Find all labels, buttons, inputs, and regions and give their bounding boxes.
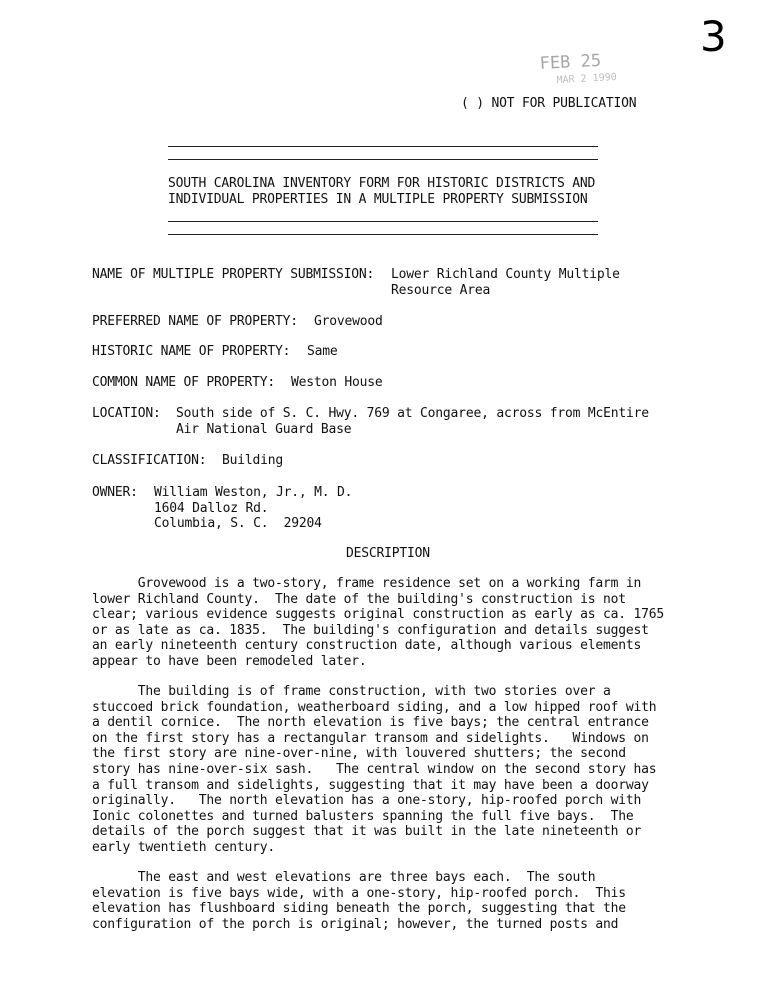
paragraph-line: story has nine-over-six sash. The central window on the second story has — [92, 761, 657, 777]
divider-line — [168, 234, 598, 235]
form-title-line: INDIVIDUAL PROPERTIES IN A MULTIPLE PROPERTY SUBMISSION — [168, 191, 588, 207]
divider-line — [168, 159, 598, 160]
field-value-classification: Building — [222, 453, 284, 468]
field-value-owner — [154, 485, 352, 532]
paragraph-line: early twentieth century. — [92, 839, 276, 855]
field-value-line: William Weston, Jr., M. D. — [154, 485, 353, 500]
field-label-owner: OWNER: — [92, 485, 138, 500]
paragraph-line: on the first story has a rectangular transom and sidelights. Windows on — [92, 730, 649, 746]
publication-flag: ( ) NOT FOR PUBLICATION — [461, 96, 637, 111]
form-title-line: SOUTH CAROLINA INVENTORY FORM FOR HISTORIC DISTRICTS AND — [168, 176, 596, 191]
paragraph-line: or as late as ca. 1835. The building's configuration and details suggest — [92, 622, 649, 638]
page-number: 3 — [700, 12, 727, 61]
paragraph-line: elevation is five bays wide, with a one-story, hip-roofed porch. This — [92, 885, 626, 901]
field-label-historic-name: HISTORIC NAME OF PROPERTY: — [92, 344, 291, 359]
paragraph-line: configuration of the porch is original; however, the turned posts and — [92, 916, 619, 932]
field-value-historic-name: Same — [307, 344, 338, 359]
paragraph-line: Grovewood is a two-story, frame residence set on a working farm in — [92, 576, 642, 591]
field-label-classification: CLASSIFICATION: — [92, 453, 207, 468]
field-label-preferred-name: PREFERRED NAME OF PROPERTY: — [92, 314, 298, 329]
paragraph-line: an early nineteenth century construction date, although various elements — [92, 638, 642, 654]
divider-line — [168, 221, 598, 222]
description-paragraph — [92, 870, 712, 932]
paragraph-line: details of the porch suggest that it was built in the late nineteenth or — [92, 824, 642, 840]
field-value-common-name: Weston House — [291, 375, 383, 390]
field-value-preferred-name: Grovewood — [314, 314, 383, 329]
description-heading: DESCRIPTION — [346, 546, 430, 561]
field-value-line: 1604 Dalloz Rd. — [154, 500, 269, 516]
field-label-location: LOCATION: — [92, 406, 161, 421]
description-paragraph — [92, 684, 712, 856]
description-paragraph — [92, 576, 712, 670]
field-label-common-name: COMMON NAME OF PROPERTY: — [92, 375, 276, 390]
form-title — [168, 176, 595, 207]
field-value-multiple-property — [391, 267, 620, 298]
paragraph-line: the first story are nine-over-nine, with louvered shutters; the second — [92, 746, 626, 762]
paragraph-line: originally. The north elevation has a one-story, hip-roofed porch with — [92, 793, 642, 809]
paragraph-line: Ionic colonettes and turned balusters spanning the full five bays. The — [92, 808, 634, 824]
paragraph-line: clear; various evidence suggests original construction as early as ca. 1765 — [92, 607, 664, 623]
field-value-line: Air National Guard Base — [176, 421, 352, 437]
field-value-line: South side of S. C. Hwy. 769 at Congaree, across from McEntire — [176, 406, 649, 421]
paragraph-line: a dentil cornice. The north elevation is five bays; the central entrance — [92, 715, 649, 731]
field-value-line: Columbia, S. C. 29204 — [154, 516, 322, 532]
field-label-multiple-property: NAME OF MULTIPLE PROPERTY SUBMISSION: — [92, 267, 375, 282]
paragraph-line: lower Richland County. The date of the building's construction is not — [92, 591, 626, 607]
received-stamp — [539, 50, 617, 87]
paragraph-line: The east and west elevations are three bays each. The south — [92, 870, 596, 885]
paragraph-line: elevation has flushboard siding beneath the porch, suggesting that the — [92, 901, 626, 917]
paragraph-line: a full transom and sidelights, suggesting that it may have been a doorway — [92, 777, 649, 793]
stamp-line-2: MAR 2 1990 — [556, 71, 618, 87]
paragraph-line: stuccoed brick foundation, weatherboard siding, and a low hipped roof with — [92, 699, 657, 715]
stamp-line-1: FEB 25 — [539, 50, 602, 74]
paragraph-line: The building is of frame construction, with two stories over a — [92, 684, 611, 699]
paragraph-line: appear to have been remodeled later. — [92, 653, 367, 669]
field-value-location — [176, 406, 649, 437]
divider-line — [168, 146, 598, 147]
field-value-line: Lower Richland County Multiple — [391, 267, 620, 282]
field-value-line: Resource Area — [391, 282, 491, 298]
